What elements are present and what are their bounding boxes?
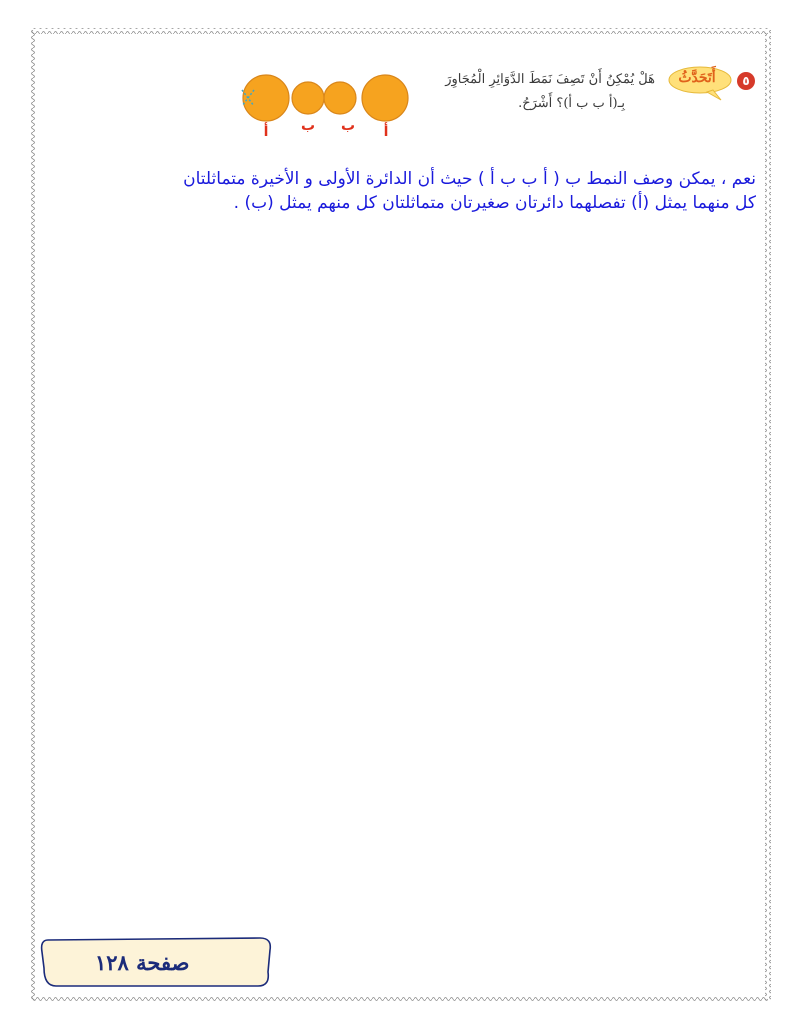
answer-line-1: نعم ، يمكن وصف النمط ب ( أ ب ب أ ) حيث أن الدائرة الأولى و الأخيرة متماثلتان [183,169,756,189]
page-number: ١٢٨ [95,950,129,975]
figure-label-a-right: أ [383,124,389,140]
question-line-1: هَلْ يُمْكِنُ أَنْ تَصِفَ نَمَطَ الدَّوَائِرِ الْمُجَاوِرَ [445,72,655,87]
figure-label-b-2: ب [340,118,356,134]
question-line-2: بِـ(أ ب ب أ)؟ أَشْرَحُ. [518,96,625,111]
answer-line-2: كل منهما يمثل (أ) تفصلهما دائرتان صغيرتان متماثلتان كل منهم يمثل (ب) . [233,193,756,213]
page-word: صفحة [136,950,190,975]
figure-label-b-1: ب [300,118,316,134]
page-label [95,950,189,975]
talk-label: أَتَحَدَّثُ [678,70,716,86]
figure-label-a-left: أ [263,124,269,140]
question-number: ٥ [737,72,755,90]
